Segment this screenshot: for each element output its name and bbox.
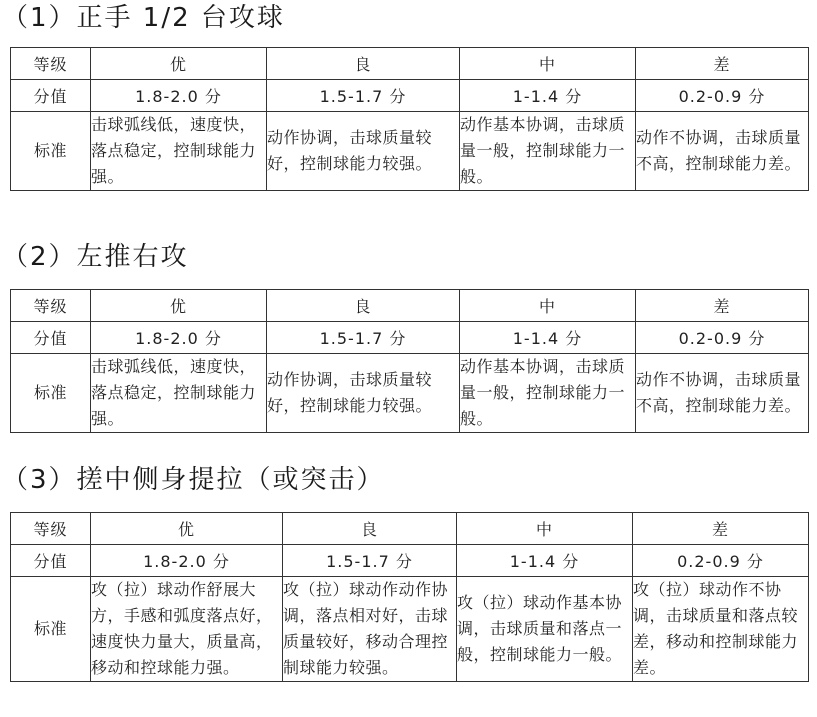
criteria-label: 标准	[11, 354, 91, 433]
criteria-cell-good: 攻（拉）球动作动作协调，落点相对好，击球质量较好，移动合理控制球能力较强。	[283, 577, 457, 682]
header-cell-average: 中	[457, 513, 633, 545]
criteria-cell-excellent: 攻（拉）球动作舒展大方，手感和弧度落点好，速度快力量大，质量高，移动和控球能力强。	[91, 577, 283, 682]
score-cell-good: 1.5-1.7 分	[283, 545, 457, 577]
header-cell-poor: 差	[633, 513, 809, 545]
criteria-label: 标准	[11, 112, 91, 191]
grading-table-2	[10, 289, 809, 433]
score-label: 分值	[11, 322, 91, 354]
score-cell-average: 1-1.4 分	[460, 322, 636, 354]
header-cell-level: 等级	[11, 513, 91, 545]
score-cell-average: 1-1.4 分	[457, 545, 633, 577]
criteria-cell-good: 动作协调，击球质量较好，控制球能力较强。	[267, 112, 460, 191]
criteria-cell-poor: 动作不协调，击球质量不高，控制球能力差。	[636, 112, 809, 191]
criteria-cell-average: 动作基本协调，击球质量一般，控制球能力一般。	[460, 112, 636, 191]
criteria-cell-good: 动作协调，击球质量较好，控制球能力较强。	[267, 354, 460, 433]
table-header-row	[11, 290, 809, 322]
score-row	[11, 322, 809, 354]
criteria-row	[11, 577, 809, 682]
criteria-label: 标准	[11, 577, 91, 682]
criteria-cell-poor: 攻（拉）球动作不协调，击球质量和落点较差，移动和控制球能力差。	[633, 577, 809, 682]
criteria-cell-average: 动作基本协调，击球质量一般，控制球能力一般。	[460, 354, 636, 433]
criteria-cell-excellent: 击球弧线低，速度快，落点稳定，控制球能力强。	[91, 112, 267, 191]
header-cell-good: 良	[283, 513, 457, 545]
score-cell-average: 1-1.4 分	[460, 80, 636, 112]
score-cell-excellent: 1.8-2.0 分	[91, 322, 267, 354]
table-header-row	[11, 48, 809, 80]
header-cell-level: 等级	[11, 48, 91, 80]
header-cell-good: 良	[267, 290, 460, 322]
section-title-2: （2）左推右攻	[2, 242, 189, 272]
score-cell-poor: 0.2-0.9 分	[633, 545, 809, 577]
score-cell-excellent: 1.8-2.0 分	[91, 80, 267, 112]
score-cell-poor: 0.2-0.9 分	[636, 80, 809, 112]
criteria-cell-poor: 动作不协调，击球质量不高，控制球能力差。	[636, 354, 809, 433]
grading-table-1	[10, 47, 809, 191]
table-header-row	[11, 513, 809, 545]
header-cell-average: 中	[460, 290, 636, 322]
score-cell-poor: 0.2-0.9 分	[636, 322, 809, 354]
score-label: 分值	[11, 80, 91, 112]
score-row	[11, 80, 809, 112]
section-title-1: （1）正手 1/2 台攻球	[2, 3, 285, 33]
header-cell-level: 等级	[11, 290, 91, 322]
score-label: 分值	[11, 545, 91, 577]
header-cell-poor: 差	[636, 290, 809, 322]
section-title-3: （3）搓中侧身提拉（或突击）	[2, 465, 385, 495]
header-cell-excellent: 优	[91, 513, 283, 545]
score-cell-good: 1.5-1.7 分	[267, 322, 460, 354]
header-cell-excellent: 优	[91, 290, 267, 322]
grading-table-3	[10, 512, 809, 682]
header-cell-excellent: 优	[91, 48, 267, 80]
score-cell-good: 1.5-1.7 分	[267, 80, 460, 112]
criteria-row	[11, 354, 809, 433]
criteria-row	[11, 112, 809, 191]
header-cell-poor: 差	[636, 48, 809, 80]
criteria-cell-average: 攻（拉）球动作基本协调，击球质量和落点一般，控制球能力一般。	[457, 577, 633, 682]
header-cell-average: 中	[460, 48, 636, 80]
score-row	[11, 545, 809, 577]
criteria-cell-excellent: 击球弧线低，速度快，落点稳定，控制球能力强。	[91, 354, 267, 433]
score-cell-excellent: 1.8-2.0 分	[91, 545, 283, 577]
header-cell-good: 良	[267, 48, 460, 80]
